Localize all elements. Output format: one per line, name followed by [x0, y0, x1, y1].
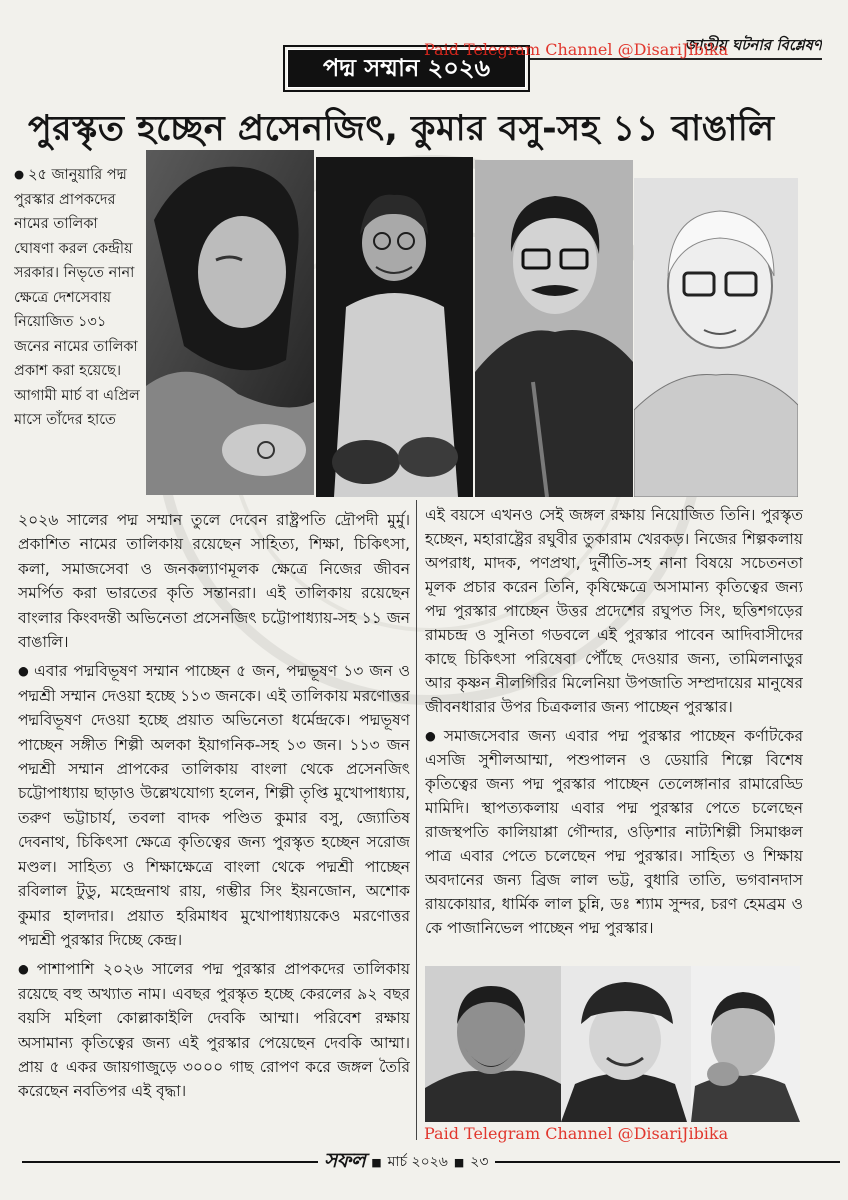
page-number: ২৩ [470, 1154, 489, 1170]
watermark-text-top: Paid Telegram Channel @DisariJibika [424, 40, 729, 59]
paragraph-text: ২৫ জানুয়ারি পদ্ম পুরস্কার প্রাপকদের নামের তালিকা ঘোষণা করল কেন্দ্রীয় সরকার। নিভৃতে নানা ক্ষেত্রে দেশসেবায় নিয়োজিত ১৩১ জনের নামের তালিকা প্রকাশ করা হয়েছে। আগামী মার্চ বা এপ্রিল মাসে তাঁদের হাতে [14, 167, 140, 428]
portrait-photo-icon [425, 966, 800, 1122]
paragraph [425, 503, 803, 719]
magazine-logo: সফল [324, 1147, 366, 1172]
square-separator-icon: ■ [453, 1155, 465, 1169]
portrait-photo-icon [475, 160, 633, 497]
paragraph [18, 508, 410, 654]
right-text-column [425, 503, 803, 963]
issue-month-year: মার্চ ২০২৬ [387, 1154, 448, 1170]
section-label: জাতীয় ঘটনার বিশ্লেষণ [684, 36, 822, 54]
portrait-photo-1 [146, 150, 314, 495]
portrait-photo-2 [316, 157, 473, 497]
paragraph-text: এবার পদ্মবিভূষণ সম্মান পাচ্ছেন ৫ জন, পদ্মভূষণ ১৩ জন ও পদ্মশ্রী সম্মান দেওয়া হচ্ছে ১১৩ জনকে। এই তালিকায় মরণোত্তর পদ্মবিভূষণ দেওয়া হচ্ছে প্রয়াত অভিনেতা ধর্মেন্দ্রকে। পদ্মভূষণ পাচ্ছেন সঙ্গীত শিল্পী অলকা ইয়াগনিক-সহ ১৩ জন। ১১৩ জন পদ্মশ্রী সম্মান প্রাপকের তালিকায় বাংলা থেকে প্রসেনজিৎ চট্টোপাধ্যায় ছাড়াও উল্লেখযোগ্য হলেন, শিল্পী তৃপ্তি মুখোপাধ্যায়, তরুণ ভট্টাচার্য, তবলা বাদক পণ্ডিত কুমার বসু, জ্যোতিষ দেবনাথ, চিকিৎসা ক্ষেত্রে কৃতিত্বের জন্য পুরস্কৃত হচ্ছেন সরোজ মণ্ডল। সাহিত্য ও শিক্ষাক্ষেত্রে বাংলা থেকে পদ্মশ্রী পাচ্ছেন রবিলাল টুডু, মহেন্দ্রনাথ রায়, গম্ভীর সিং ইয়নজোন, অশোক কুমার হালদার। প্রয়াত হরিমাধব মুখোপাধ্যায়কেও মরণোত্তর পদ্মশ্রী পুরস্কার দিচ্ছে কেন্দ্র। [18, 662, 410, 949]
watermark-text-bottom: Paid Telegram Channel @DisariJibika [424, 1124, 729, 1143]
article-headline: পুরস্কৃত হচ্ছেন প্রসেনজিৎ, কুমার বসু-সহ ১১ বাঙালি [28, 109, 775, 149]
square-separator-icon: ■ [371, 1155, 382, 1169]
paragraph [18, 659, 410, 952]
portrait-photo-4 [634, 178, 798, 497]
left-text-column [18, 508, 410, 1124]
portrait-photo-icon [316, 157, 473, 497]
sidebar-text-column [14, 162, 142, 504]
paragraph-text: এই বয়সে এখনও সেই জঙ্গল রক্ষায় নিয়োজিত তিনি। পুরস্কৃত হচ্ছেন, মহারাষ্ট্রের রঘুবীর তুকারাম খেরকড়। নিজের শিল্পকলায় অপরাধ, মাদক, পণপ্রথা, দুর্নীতি-সহ নানা বিষয়ে সচেতনতা মূলক প্রচার করেন তিনি, কৃষিক্ষেত্রে অসামান্য কৃতিত্বের জন্য পদ্ম পুরস্কার পাচ্ছেন উত্তর প্রদেশের রঘুপত সিং, ছত্তিশগড়ের রামচন্দ্র ও সুনিতা গডবলে এই পুরস্কার পাবেন আদিবাসীদের কাছে চিকিৎসা পরিষেবা পৌঁছে দেওয়ার জন্য, তামিলনাড়ুর আর কৃষ্ণন নীলগিরির মিলেনিয়া উপজাতি সম্প্রদায়ের মানুষের জীবনধারার উপর চিত্রকলার জন্য পাচ্ছেন পুরস্কার। [425, 506, 803, 716]
portrait-photo-group [425, 966, 800, 1122]
paragraph [18, 957, 410, 1103]
bullet-icon: ● [18, 961, 33, 977]
portrait-photo-icon [146, 150, 314, 495]
paragraph-text: পাশাপাশি ২০২৬ সালের পদ্ম পুরস্কার প্রাপকদের তালিকায় রয়েছে বহু অখ্যাত নাম। এবছর পুরস্কৃত হচ্ছে কেরলের ৯২ বছর বয়সি মহিলা কোল্লাকাইলি দেবকি আম্মা। পরিবেশ রক্ষায় অসামান্য কৃতিত্বের জন্য এই পুরস্কার পেয়েছেন দেবকি আম্মা। প্রায় ৫ একর জায়গাজুড়ে ৩০০০ গাছ রোপণ করে জঙ্গল তৈরি করেছেন নবতিপর এই বৃদ্ধা। [18, 960, 410, 1101]
column-divider [416, 500, 417, 1140]
portrait-photo-icon [634, 178, 798, 497]
bullet-icon: ● [14, 167, 25, 181]
portrait-photo-3 [475, 160, 633, 497]
paragraph [14, 162, 142, 433]
paragraph [425, 724, 803, 940]
page-footer [318, 1147, 495, 1174]
paragraph-text: ২০২৬ সালের পদ্ম সম্মান তুলে দেবেন রাষ্ট্রপতি দ্রৌপদী মুর্মু। প্রকাশিত নামের তালিকায় রয়েছেন সাহিত্য, শিক্ষা, চিকিৎসা, কলা, সমাজসেবা ও জনকল্যাণমূলক ক্ষেত্রে নিজের জীবন সমর্পিত করা ভারতের কৃতি সন্তানরা। এই তালিকায় রয়েছেন বাংলার কিংবদন্তী অভিনেতা প্রসেনজিৎ চট্টোপাধ্যায়-সহ ১১ জন বাঙালি। [18, 511, 410, 652]
paragraph-text: সমাজসেবার জন্য এবার পদ্ম পুরস্কার পাচ্ছেন কর্ণাটকের এসজি সুশীলআম্মা, পশুপালন ও ডেয়ারি শিল্পে বিশেষ কৃতিত্বের জন্য পদ্ম পুরস্কার পাচ্ছেন তেলেঙ্গানার রামারেড্ডি মামিদি। স্থাপত্যকলায় এবার পদ্ম পুরস্কার পেতে চলেছেন রাজস্থপতি কালিয়াপ্পা গৌন্দার, ওড়িশার নাট্যশিল্পী সিমাঞ্চল পাত্র এবার পেতে চলেছেন পদ্ম পুরস্কার। সাহিত্য ও শিক্ষায় অবদানের জন্য ব্রিজ লাল ভট্ট, বুধারি তাতি, ভগবানদাস রায়কোয়ার, ধার্মিক লাল চুন্নি, ডঃ শ্যাম সুন্দর, চরণ হেমব্রম ও কে পাজানিভেল পাচ্ছেন পদ্ম পুরস্কার। [425, 727, 803, 937]
bullet-icon: ● [18, 663, 30, 679]
bullet-icon: ● [425, 728, 440, 743]
banner-label: পদ্ম সম্মান ২০২৬ [287, 49, 526, 88]
